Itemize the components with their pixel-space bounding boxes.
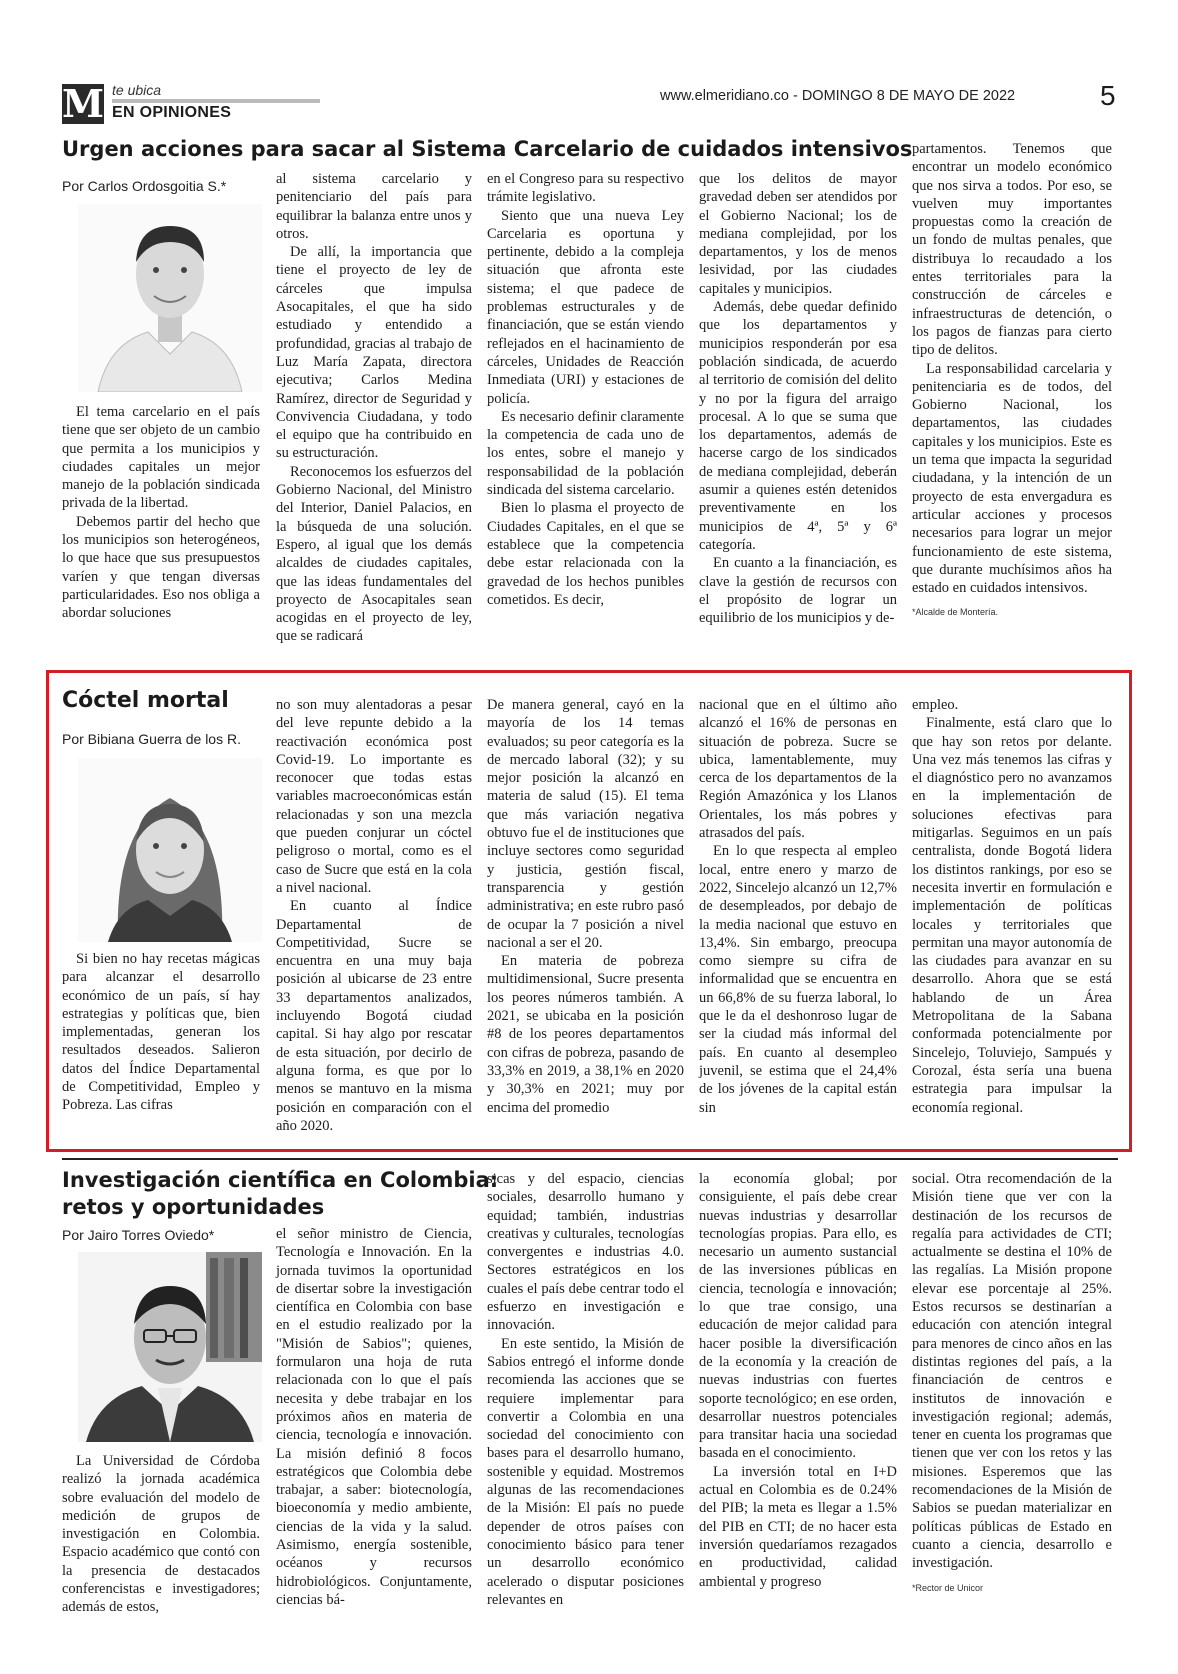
article2-column-2: [276, 696, 472, 1135]
article1-column-3: [487, 170, 684, 609]
paragraph: La responsabilidad carcelaria y penitenciaria es de todos, del Gobierno Nacional, los departamentos, las ciudades capitales y los municipios. Este es un tema que impacta la seguridad ciudadana, y la intención de un proyecto de esta envergadura es articular acciones y procesos necesarios para lograr un mejor funcionamiento de este sistema, que durante muchísimos años ha estado en cuidados intensivos.: [912, 360, 1112, 597]
article3-footnote: *Rector de Unicor: [912, 1582, 984, 1593]
article3-title: [62, 1167, 498, 1221]
article1-byline: Por Carlos Ordosgoitia S.*: [62, 178, 227, 194]
paragraph: al sistema carcelario y penitenciario del país para equilibrar la balanza entre unos y otros.: [276, 171, 472, 242]
article2-title: Cóctel mortal: [62, 688, 229, 713]
author-photo-bibiana: [78, 758, 262, 942]
paragraph: Si bien no hay recetas mágicas para alcanzar el desarrollo económico de un país, sí hay estrategias y políticas que, bien implementadas, generan los resultados deseados. Salieron datos del Índice Departamental de Competitividad, Empleo y Pobreza. Las cifras: [62, 951, 260, 1114]
paragraph: Siento que una nueva Ley Carcelaria es oportuna y pertinente, debido a la compleja situación que afronta este sistema; el que padece de problemas estructurales y de financiación, que se están viendo reflejados en el hacinamiento de cárceles, Unidades de Reacción Inmediata (URI) y estaciones de policía.: [487, 207, 684, 407]
article3-column-2: [276, 1225, 472, 1609]
paragraph: empleo.: [912, 697, 959, 713]
article3-column-3: [487, 1170, 684, 1609]
article2-column-1: [62, 950, 260, 1115]
paragraph: social. Otra recomendación de la Misión tiene que ver con la destinación de los recursos de regalía para actividades de CTI; actualmente se destina el 10% de las regalías. La Misión propone elevar ese porcentaje al 25%. Estos recursos se destinarían a educación con atención integral para menores de cinco años en las distintas regiones del país, a la financiación de centros e institutos de innovación e investigación regional; además, tener en cuenta los programas que tienen que ver con los retos y las misiones. Esperemos que las recomendaciones de la Misión de Sabios se puedan materializar en políticas públicas de Estado en cuanto a ciencia, desarrollo e investigación.: [912, 1171, 1112, 1572]
article2-column-5: [912, 696, 1112, 1117]
paragraph: De allí, la importancia que tiene el proyecto de ley de cárceles que impulsa Asocapitales, el que ha sido estudiado y entendido a profundidad, gracias al trabajo de Luz María Zapata, directora ejecutiva; Carlos Medina Ramírez, director de Seguridad y Convivencia Ciudadana, y todo el equipo que ha contribuido en su estructuración.: [276, 244, 472, 462]
dateline: www.elmeridiano.co - DOMINGO 8 DE MAYO DE 2022: [660, 88, 1016, 104]
section-divider: [62, 1158, 1118, 1160]
article2-byline: Por Bibiana Guerra de los R.: [62, 731, 241, 747]
paragraph: partamentos. Tenemos que encontrar un modelo económico que nos sirva a todos. Por eso, se vuelven muy importantes propuestas como la creación de un fondo de multas penales, que distribuya lo recaudado a los entes territoriales para la construcción de cárceles e infraestructuras de detención, o los pagos de fianzas para cierto tipo de delitos.: [912, 141, 1112, 359]
article3-column-5: [912, 1170, 1112, 1597]
article1-title: Urgen acciones para sacar al Sistema Carcelario de cuidados intensivos: [62, 137, 913, 161]
paragraph: el señor ministro de Ciencia, Tecnología e Innovación. En la jornada tuvimos la oportunidad de disertar sobre la investigación científica en Colombia con base en el estudio realizado por la "Misión de Sabios"; quienes, formularon una hoja de ruta relacionada con lo que el país necesita y debe trabajar en los próximos años en materia de ciencia, tecnología e innovación. La misión definió 8 focos estratégicos que Colombia debe trabajar, a saber: biotecnología, bioeconomía y medio ambiente, ciencias de la vida y la salud. Asimismo, energía sostenible, océanos y recursos hidrobiológicos. Conjuntamente, ciencias bá-: [276, 1226, 472, 1608]
logo-kicker: te ubica: [112, 82, 162, 98]
paragraph: Es necesario definir claramente la competencia de cada uno de los entes, sobre el manejo y responsabilidad de la población sindicada del sistema carcelario.: [487, 408, 684, 499]
paragraph: En materia de pobreza multidimensional, Sucre presenta los peores números también. A 2021, se ubicaba en la posición #8 de los peores departamentos con cifras de pobreza, pasando de 33,3% en 2019, a 38,1% en 2020 y 30,3% en 2021; muy por encima del promedio: [487, 953, 684, 1116]
article1-column-4: [699, 170, 897, 627]
article1-column-5: [912, 140, 1112, 622]
paragraph: En lo que respecta al empleo local, entre enero y marzo de 2022, Sincelejo alcanzó un 12,7% de desempleados, por debajo de la media nacional que estuvo en 13,4%. Sin embargo, preocupa como siempre su cifra de informalidad que se encuentra en un 66,8% de su fuerza laboral, lo que le da el deshonroso lugar de ser la ciudad más informal del país. En cuanto al desempleo juvenil, se estima que el 24,4% de los jóvenes de la capital están sin: [699, 843, 897, 1116]
paragraph: En cuanto a la financiación, es clave la gestión de recursos con el propósito de lograr un equilibrio de los municipios y de-: [699, 555, 897, 627]
paragraph: no son muy alentadoras a pesar del leve repunte debido a la reactivación económica post Covid-19. Lo importante es reconocer que todas estas variables macroeconómicas están relacionadas y son una mezcla que pueden conjurar un cóctel peligroso o mortal, como es el caso de Sucre que está en la cola a nivel nacional.: [276, 697, 472, 896]
paragraph: La Universidad de Córdoba realizó la jornada académica sobre evaluación del modelo de medición de grupos de investigación en Colombia. Espacio académico que contó con la presencia de destacados conferencistas e investigadores; además de estos,: [62, 1453, 260, 1616]
author-photo-carlos: [78, 204, 262, 392]
article1-column-2: [276, 170, 472, 646]
article3-title-line2: retos y oportunidades: [62, 1195, 325, 1219]
author-photo-jairo: [78, 1252, 262, 1442]
paragraph: En cuanto al Índice Departamental de Competitividad, Sucre se encuentra en una muy baja posición al ubicarse de 23 entre 33 departamentos analizados, incluyendo Bogotá ciudad capital. Si hay algo por rescatar de esta situación, por decirlo de alguna forma, es que por lo menos se mantuvo en la misma posición en comparación con el año 2020.: [276, 898, 472, 1134]
paragraph: Bien lo plasma el proyecto de Ciudades Capitales, en el que se establece que la competencia debe estar relacionada con la gravedad de los hechos punibles cometidos. Es decir,: [487, 500, 684, 608]
page-number: 5: [1100, 80, 1116, 111]
paragraph: Finalmente, está claro que lo que hay son retos por delante. Una vez más tenemos las cifras y el diagnóstico pero no avanzamos en la implementación de soluciones efectivas para mitigarlas. Seguimos en un país centralista, donde Bogotá lidera los distintos rankings, por eso se necesita invertir en formulación e implementación de políticas locales y territoriales que permitan una mayor autonomía de las ciudades para avanzar en su desarrollo. Ahora que se está hablando de un Área Metropolitana de la Sabana conformada potencialmente por Sincelejo, Toluviejo, Sampués y Corozal, ésta sería una buena estrategia para impulsar la economía regional.: [912, 715, 1112, 1116]
masthead-rule: [112, 99, 320, 103]
paragraph: Reconocemos los esfuerzos del Gobierno Nacional, del Ministro del Interior, Daniel Palacios, en la búsqueda de una solución. Espero, al igual que los demás alcaldes de ciudades capitales, que las ideas fundamentales del proyecto de Asocapitales sean acogidas en el proyecto de ley, que se radicará: [276, 463, 472, 645]
paragraph: en el Congreso para su respectivo trámite legislativo.: [487, 171, 684, 206]
paragraph: sicas y del espacio, ciencias sociales, desarrollo humano y equidad; también, industrias creativas y culturales, tecnologías convergentes e industrias 4.0. Sectores estratégicos en los cuales el país debe centrar todo el esfuerzo en investigación e innovación.: [487, 1171, 684, 1334]
article3-column-1: [62, 1452, 260, 1617]
section-title: EN OPINIONES: [112, 104, 232, 121]
paragraph: En este sentido, la Misión de Sabios entregó el informe donde recomienda las acciones que se requiere implementar para convertir a Colombia en una sociedad del conocimiento con bases para el desarrollo humano, sostenible y equidad. Mostremos algunas de las recomendaciones de la Misión: El país no puede depender de otros países con conocimiento básico para tener un desarrollo económico acelerado o disputar posiciones relevantes en: [487, 1335, 684, 1608]
article3-byline: Por Jairo Torres Oviedo*: [62, 1227, 215, 1243]
article2-column-4: [699, 696, 897, 1117]
article3-title-line1: Investigación científica en Colombia:: [62, 1168, 499, 1192]
paragraph: Debemos partir del hecho que los municipios son heterogéneos, lo que hace que sus presupuestos varíen y que tengan diversas particularidades. Eso nos obliga a abordar soluciones: [62, 513, 260, 622]
article2-column-3: [487, 696, 684, 1117]
article1-column-1: [62, 403, 260, 623]
article3-column-4: [699, 1170, 897, 1591]
paragraph: la economía global; por consiguiente, el país debe crear nuevas industrias y desarrollar tecnologías propias. Para ello, es necesario un aumento sustancial de las inversiones públicas en ciencia, tecnología e innovación; lo que trae consigo, una educación de mejor calidad para hacer posible la diversificación de la economía y la creación de nuevas industrias con fuertes soporte tecnológico; en ese orden, desarrollar nuestros potenciales para transitar hacia una sociedad basada en el conocimiento.: [699, 1171, 897, 1462]
paragraph: Además, debe quedar definido que los departamentos y municipios responderán por esa población sindicada, de acuerdo al territorio de comisión del delito y no por la figura del arraigo procesal. A lo que se suma que los departamentos, además de hacerse cargo de los sindicados de mediana complejidad, deberán asumir a quienes estén detenidos preventivamente en los municipios de 4ª, 5ª y 6ª categoría.: [699, 299, 897, 553]
paragraph: nacional que en el último año alcanzó el 16% de personas en situación de pobreza. Sucre se ubica, lamentablemente, muy cerca de los departamentos de la Región Amazónica y los Llanos Orientales, los más pobres y atrasados del país.: [699, 697, 897, 842]
newspaper-logo: M: [62, 81, 105, 126]
paragraph: El tema carcelario en el país tiene que ser objeto de un cambio que permita a los municipios y ciudades capitales un mejor manejo de la población sindicada privada de la libertad.: [62, 404, 260, 512]
paragraph: La inversión total en I+D actual en Colombia es de 0.24% del PIB; la meta es llegar a 1.5% del PIB en CTI; de no hacer esta inversión quedaríamos rezagados en productividad, calidad ambiental y progreso: [699, 1463, 897, 1590]
paragraph: que los delitos de mayor gravedad deben ser atendidos por el Gobierno Nacional; los de mediana complejidad, por los departamentos, y los de menos lesividad, por las ciudades capitales y municipios.: [699, 171, 897, 297]
article1-footnote: *Alcalde de Montería.: [912, 607, 999, 618]
paragraph: De manera general, cayó en la mayoría de los 14 temas evaluados; su peor categoría es la de mercado laboral (32); y su mejor posición la alcanzó en materia de salud (15). El tema que más variación negativa obtuvo fue el de instituciones que incluye sectores como seguridad y justicia, gestión fiscal, transparencia y gestión administrativa; en este rubro pasó de ocupar la 7 posición a nivel nacional a ser el 20.: [487, 697, 684, 951]
